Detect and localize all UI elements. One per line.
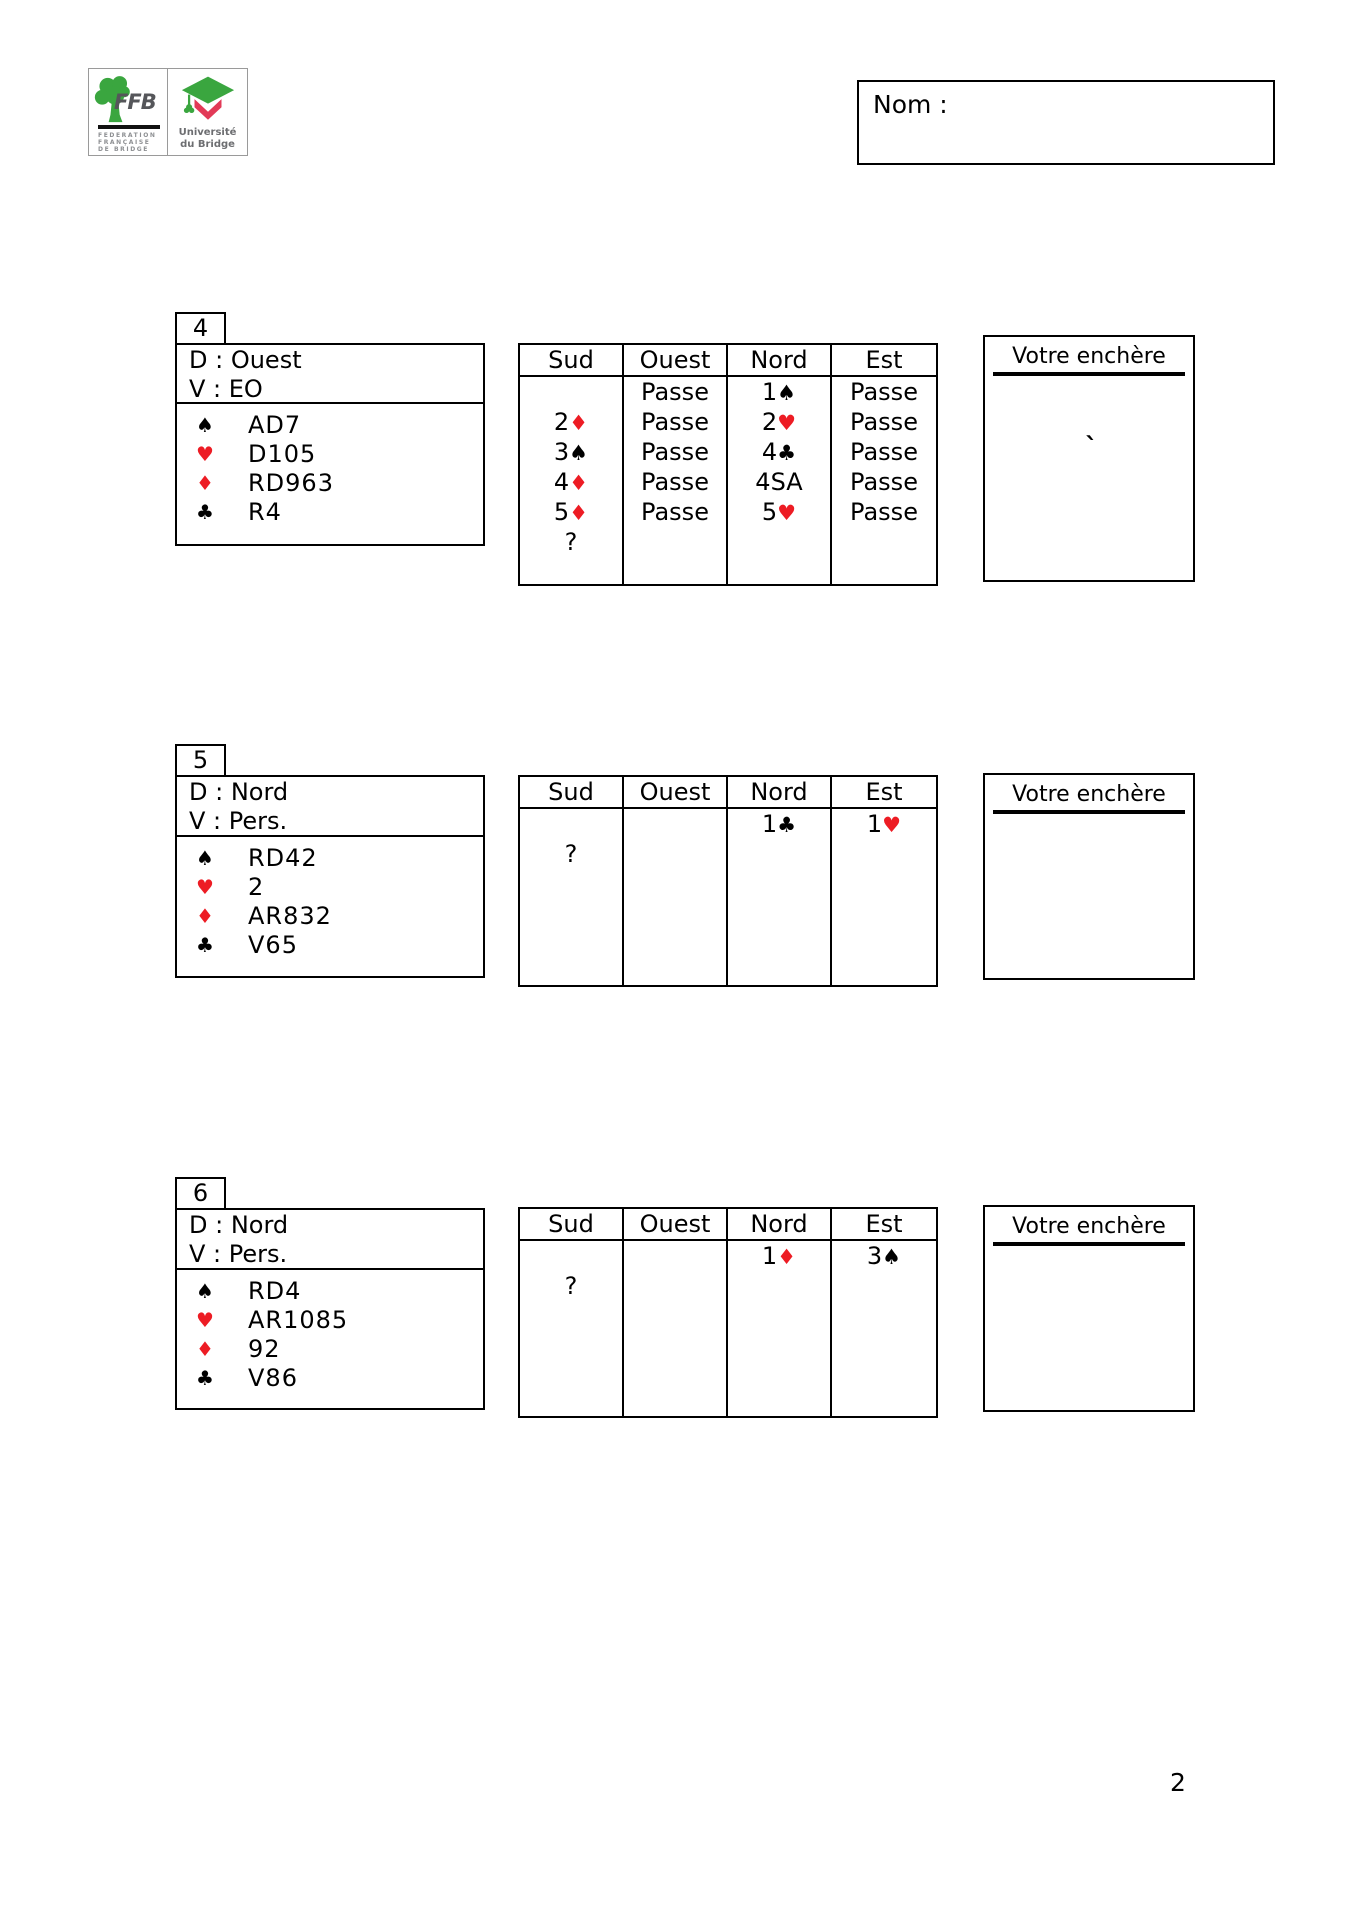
hand-cards: AR832	[248, 902, 332, 930]
logo-divider-bar	[98, 125, 160, 129]
hand-suit-row	[177, 1335, 483, 1364]
bid-cell: 5♦	[553, 498, 589, 526]
hand-box	[175, 837, 485, 978]
club-icon: ♣	[777, 440, 797, 465]
bid-cell	[832, 1271, 936, 1301]
bid-cell: 2♦	[553, 408, 589, 436]
bid-cell: ?	[564, 1272, 578, 1300]
hand-cards: AD7	[248, 411, 302, 439]
bid-cell: 3♠	[866, 1242, 902, 1270]
hand-suit-row	[177, 411, 483, 440]
club-icon: ♣	[196, 933, 214, 957]
vulnerability-line: V : Pers.	[189, 1240, 288, 1268]
diamond-icon: ♦	[777, 1244, 797, 1269]
bid-cell: 1♦	[761, 1242, 797, 1270]
bid-cell	[624, 1241, 726, 1271]
auction-column-ouest	[624, 777, 728, 985]
auction-table	[518, 343, 938, 586]
auction-column-sud	[520, 1209, 624, 1416]
graduation-cap-icon	[181, 75, 235, 125]
dealer-line: D : Ouest	[189, 346, 302, 374]
ffb-line-2: FRANÇAISE	[98, 139, 151, 146]
heart-icon: ♥	[777, 410, 797, 435]
heart-icon: ♥	[196, 442, 214, 466]
bid-cell	[832, 527, 936, 557]
auction-header: Ouest	[624, 777, 726, 809]
your-bid-area[interactable]	[985, 1247, 1193, 1410]
auction-column-ouest	[624, 345, 728, 584]
bid-cell: Passe	[641, 378, 709, 406]
bid-cell: Passe	[641, 498, 709, 526]
auction-header: Nord	[728, 1209, 830, 1241]
underline-rule	[993, 810, 1185, 814]
bid-cell	[624, 809, 726, 839]
auction-column-nord	[728, 777, 832, 985]
hand-suit-row	[177, 498, 483, 527]
hand-suit-row	[177, 1306, 483, 1335]
heart-icon: ♥	[882, 812, 902, 837]
auction-column-est	[832, 1209, 936, 1416]
hand-cards: 2	[248, 873, 265, 901]
deal-info-box	[175, 1208, 485, 1270]
underline-rule	[993, 1242, 1185, 1246]
bid-cell: ?	[564, 840, 578, 868]
bid-cell	[728, 839, 830, 869]
bid-cell	[520, 377, 622, 407]
universite-wordmark	[168, 127, 247, 151]
ffb-wordmark	[98, 132, 157, 153]
bid-cell	[520, 1241, 622, 1271]
deal-info-box	[175, 775, 485, 837]
hand-cards: RD4	[248, 1277, 302, 1305]
dealer-line: D : Nord	[189, 1211, 289, 1239]
hand-cards: AR1085	[248, 1306, 349, 1334]
spade-icon: ♠	[196, 413, 214, 437]
univ-line-2: du Bridge	[180, 139, 235, 150]
club-icon: ♣	[777, 812, 797, 837]
hand-suit-row	[177, 1277, 483, 1306]
bid-cell	[520, 809, 622, 839]
diamond-icon: ♦	[569, 410, 589, 435]
heart-icon: ♥	[196, 875, 214, 899]
your-bid-label: Votre enchère	[1012, 1214, 1166, 1239]
bid-cell: Passe	[641, 408, 709, 436]
bid-cell: Passe	[641, 468, 709, 496]
your-bid-label: Votre enchère	[1012, 344, 1166, 369]
hand-suit-row	[177, 469, 483, 498]
spade-icon: ♠	[777, 380, 797, 405]
diamond-icon: ♦	[196, 904, 214, 928]
ffb-logo	[88, 68, 248, 156]
hand-box	[175, 404, 485, 546]
auction-header: Nord	[728, 345, 830, 377]
diamond-icon: ♦	[196, 1337, 214, 1361]
auction-column-nord	[728, 1209, 832, 1416]
hand-box	[175, 1270, 485, 1410]
hand-suit-row	[177, 873, 483, 902]
hand-cards: V86	[248, 1364, 298, 1392]
hand-suit-row	[177, 440, 483, 469]
univ-line-1: Université	[178, 127, 237, 138]
exercise-number-tab: 6	[175, 1177, 226, 1210]
bid-cell	[624, 527, 726, 557]
bid-cell: Passe	[850, 378, 918, 406]
exercise-number-tab: 4	[175, 312, 226, 345]
bid-cell: ?	[564, 528, 578, 556]
dealer-line: D : Nord	[189, 778, 289, 806]
heart-icon: ♥	[196, 1308, 214, 1332]
auction-header: Ouest	[624, 345, 726, 377]
bid-cell: 5♥	[761, 498, 797, 526]
your-bid-box	[983, 335, 1195, 582]
hand-cards: 92	[248, 1335, 281, 1363]
hand-cards: RD963	[248, 469, 334, 497]
auction-header: Est	[832, 777, 936, 809]
hand-cards: V65	[248, 931, 298, 959]
auction-column-nord	[728, 345, 832, 584]
auction-header: Sud	[520, 777, 622, 809]
diamond-icon: ♦	[569, 470, 589, 495]
spade-icon: ♠	[196, 846, 214, 870]
name-label: Nom :	[873, 90, 948, 119]
bid-cell: 3♠	[553, 438, 589, 466]
bid-cell	[832, 839, 936, 869]
spade-icon: ♠	[569, 440, 589, 465]
hand-cards: R4	[248, 498, 282, 526]
your-bid-label: Votre enchère	[1012, 782, 1166, 807]
bid-cell: 1♣	[761, 810, 797, 838]
your-bid-area[interactable]	[985, 377, 1193, 580]
auction-header: Sud	[520, 1209, 622, 1241]
auction-column-est	[832, 345, 936, 584]
bid-cell	[624, 1271, 726, 1301]
bid-cell	[728, 1271, 830, 1301]
bid-cell: Passe	[850, 408, 918, 436]
bid-cell: 4♣	[761, 438, 797, 466]
auction-column-est	[832, 777, 936, 985]
auction-table	[518, 775, 938, 987]
auction-header: Est	[832, 1209, 936, 1241]
ffb-line-3: DE BRIDGE	[98, 146, 149, 153]
bid-cell	[728, 527, 830, 557]
stray-pen-mark: `	[1085, 433, 1098, 463]
vulnerability-line: V : Pers.	[189, 807, 288, 835]
club-icon: ♣	[196, 1366, 214, 1390]
underline-rule	[993, 372, 1185, 376]
bid-cell: 1♥	[866, 810, 902, 838]
your-bid-box	[983, 1205, 1195, 1412]
auction-header: Ouest	[624, 1209, 726, 1241]
auction-column-ouest	[624, 1209, 728, 1416]
bid-cell: Passe	[850, 438, 918, 466]
ffb-logo-cell	[88, 68, 168, 156]
auction-table	[518, 1207, 938, 1418]
bid-cell: 4♦	[553, 468, 589, 496]
auction-header: Sud	[520, 345, 622, 377]
auction-header: Nord	[728, 777, 830, 809]
hand-suit-row	[177, 902, 483, 931]
bid-cell: Passe	[850, 498, 918, 526]
universite-du-bridge-cell	[168, 68, 248, 156]
bid-cell: Passe	[641, 438, 709, 466]
ffb-line-1: FEDERATION	[98, 132, 157, 139]
diamond-icon: ♦	[196, 471, 214, 495]
auction-column-sud	[520, 345, 624, 584]
diamond-icon: ♦	[569, 500, 589, 525]
spade-icon: ♠	[196, 1279, 214, 1303]
hand-cards: RD42	[248, 844, 318, 872]
auction-header: Est	[832, 345, 936, 377]
your-bid-box	[983, 773, 1195, 980]
hand-cards: D105	[248, 440, 317, 468]
ffb-acronym: FFB	[114, 90, 156, 114]
vulnerability-line: V : EO	[189, 375, 263, 403]
heart-icon: ♥	[777, 500, 797, 525]
your-bid-area[interactable]	[985, 815, 1193, 978]
name-box	[857, 80, 1275, 165]
bid-cell: 4SA	[755, 468, 803, 496]
hand-suit-row	[177, 844, 483, 873]
page-number: 2	[1170, 1768, 1186, 1797]
club-icon: ♣	[196, 500, 214, 524]
exercise-number-tab: 5	[175, 744, 226, 777]
bid-cell: 1♠	[761, 378, 797, 406]
bid-cell: 2♥	[761, 408, 797, 436]
bid-cell: Passe	[850, 468, 918, 496]
spade-icon: ♠	[882, 1244, 902, 1269]
auction-column-sud	[520, 777, 624, 985]
hand-suit-row	[177, 931, 483, 960]
hand-suit-row	[177, 1364, 483, 1393]
deal-info-box	[175, 343, 485, 404]
bid-cell	[624, 839, 726, 869]
